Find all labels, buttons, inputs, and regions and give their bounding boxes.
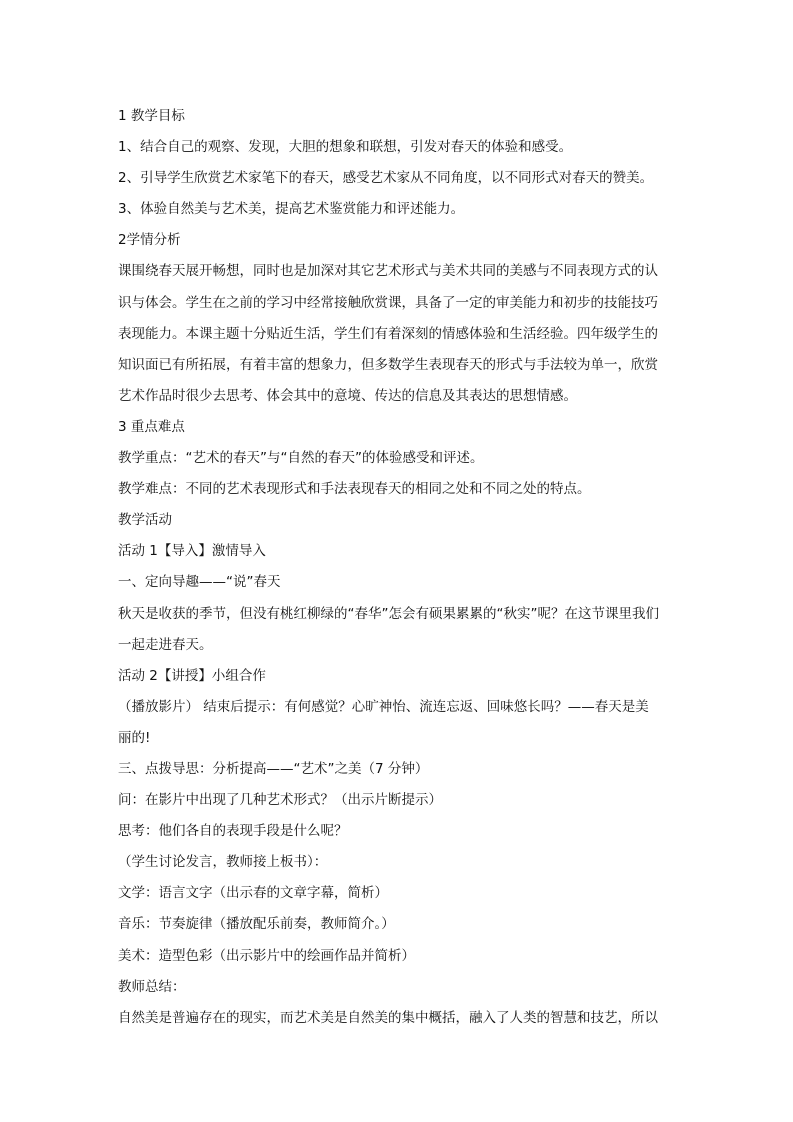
- music-line: 音乐：节奏旋律（播放配乐前奏，教师简介。）: [118, 916, 395, 933]
- analysis-line-3: 表现能力。本课主题十分贴近生活，学生们有着深刻的情感体验和生活经验。四年级学生的: [118, 325, 658, 342]
- difficult-point: 教学难点：不同的艺术表现形式和手法表现春天的相同之处和不同之处的特点。: [118, 481, 591, 498]
- heading-student-analysis: 2学情分析: [118, 232, 181, 249]
- analysis-line-5: 艺术作品时很少去思考、体会其中的意境、传达的信息及其表达的思想情感。: [118, 387, 577, 404]
- analysis-line-4: 知识面已有所拓展，有着丰富的想象力，但多数学生表现春天的形式与手法较为单一，欣赏: [118, 356, 658, 373]
- video-prompt-line-1: （播放影片） 结束后提示：有何感觉？心旷神怡、流连忘返、回味悠长吗？——春天是美: [118, 698, 649, 715]
- section-3-title: 三、点拨导思：分析提高——“艺术”之美（7 分钟）: [118, 760, 429, 777]
- heading-teaching-goals: 1 教学目标: [118, 108, 185, 124]
- literature-line: 文学：语言文字（出示春的文章字幕，简析）: [118, 885, 388, 902]
- activity-1-title: 活动 1【导入】激情导入: [118, 543, 266, 560]
- analysis-line-2: 识与体会。学生在之前的学习中经常接触欣赏课，具备了一定的审美能力和初步的技能技巧: [118, 294, 658, 311]
- heading-teaching-activities: 教学活动: [118, 512, 172, 529]
- goal-item-3: 3、体验自然美与艺术美，提高艺术鉴赏能力和评述能力。: [118, 201, 465, 218]
- question-line: 问：在影片中出现了几种艺术形式？（出示片断提示）: [118, 792, 442, 809]
- goal-item-1: 1、结合自己的观察、发现，大胆的想象和联想，引发对春天的体验和感受。: [118, 139, 573, 156]
- section-1-text-line-2: 一起走进春天。: [118, 636, 213, 653]
- teacher-summary-label: 教师总结：: [118, 978, 186, 995]
- discussion-line: （学生讨论发言，教师接上板书）：: [118, 854, 328, 871]
- analysis-line-1: 课围绕春天展开畅想，同时也是加深对其它艺术形式与美术共同的美感与不同表现方式的认: [118, 263, 658, 280]
- key-point: 教学重点：“艺术的春天”与“自然的春天”的体验感受和评述。: [118, 450, 484, 467]
- goal-item-2: 2、引导学生欣赏艺术家笔下的春天，感受艺术家从不同角度，以不同形式对春天的赞美。: [118, 170, 654, 187]
- heading-key-points: 3 重点难点: [118, 418, 185, 435]
- thinking-line: 思考：他们各自的表现手段是什么呢？: [118, 823, 348, 840]
- fine-art-line: 美术：造型色彩（出示影片中的绘画作品并简析）: [118, 947, 415, 964]
- summary-text-line: 自然美是普遍存在的现实，而艺术美是自然美的集中概括，融入了人类的智慧和技艺，所以: [118, 1009, 658, 1026]
- section-1-title: 一、定向导趣——“说”春天: [118, 574, 281, 591]
- activity-2-title: 活动 2【讲授】小组合作: [118, 667, 266, 684]
- video-prompt-line-2: 丽的!: [118, 729, 151, 746]
- section-1-text-line-1: 秋天是收获的季节，但没有桃红柳绿的“春华”怎会有硕果累累的“秋实”呢？在这节课里我们: [118, 605, 659, 622]
- document-body: [118, 101, 678, 1034]
